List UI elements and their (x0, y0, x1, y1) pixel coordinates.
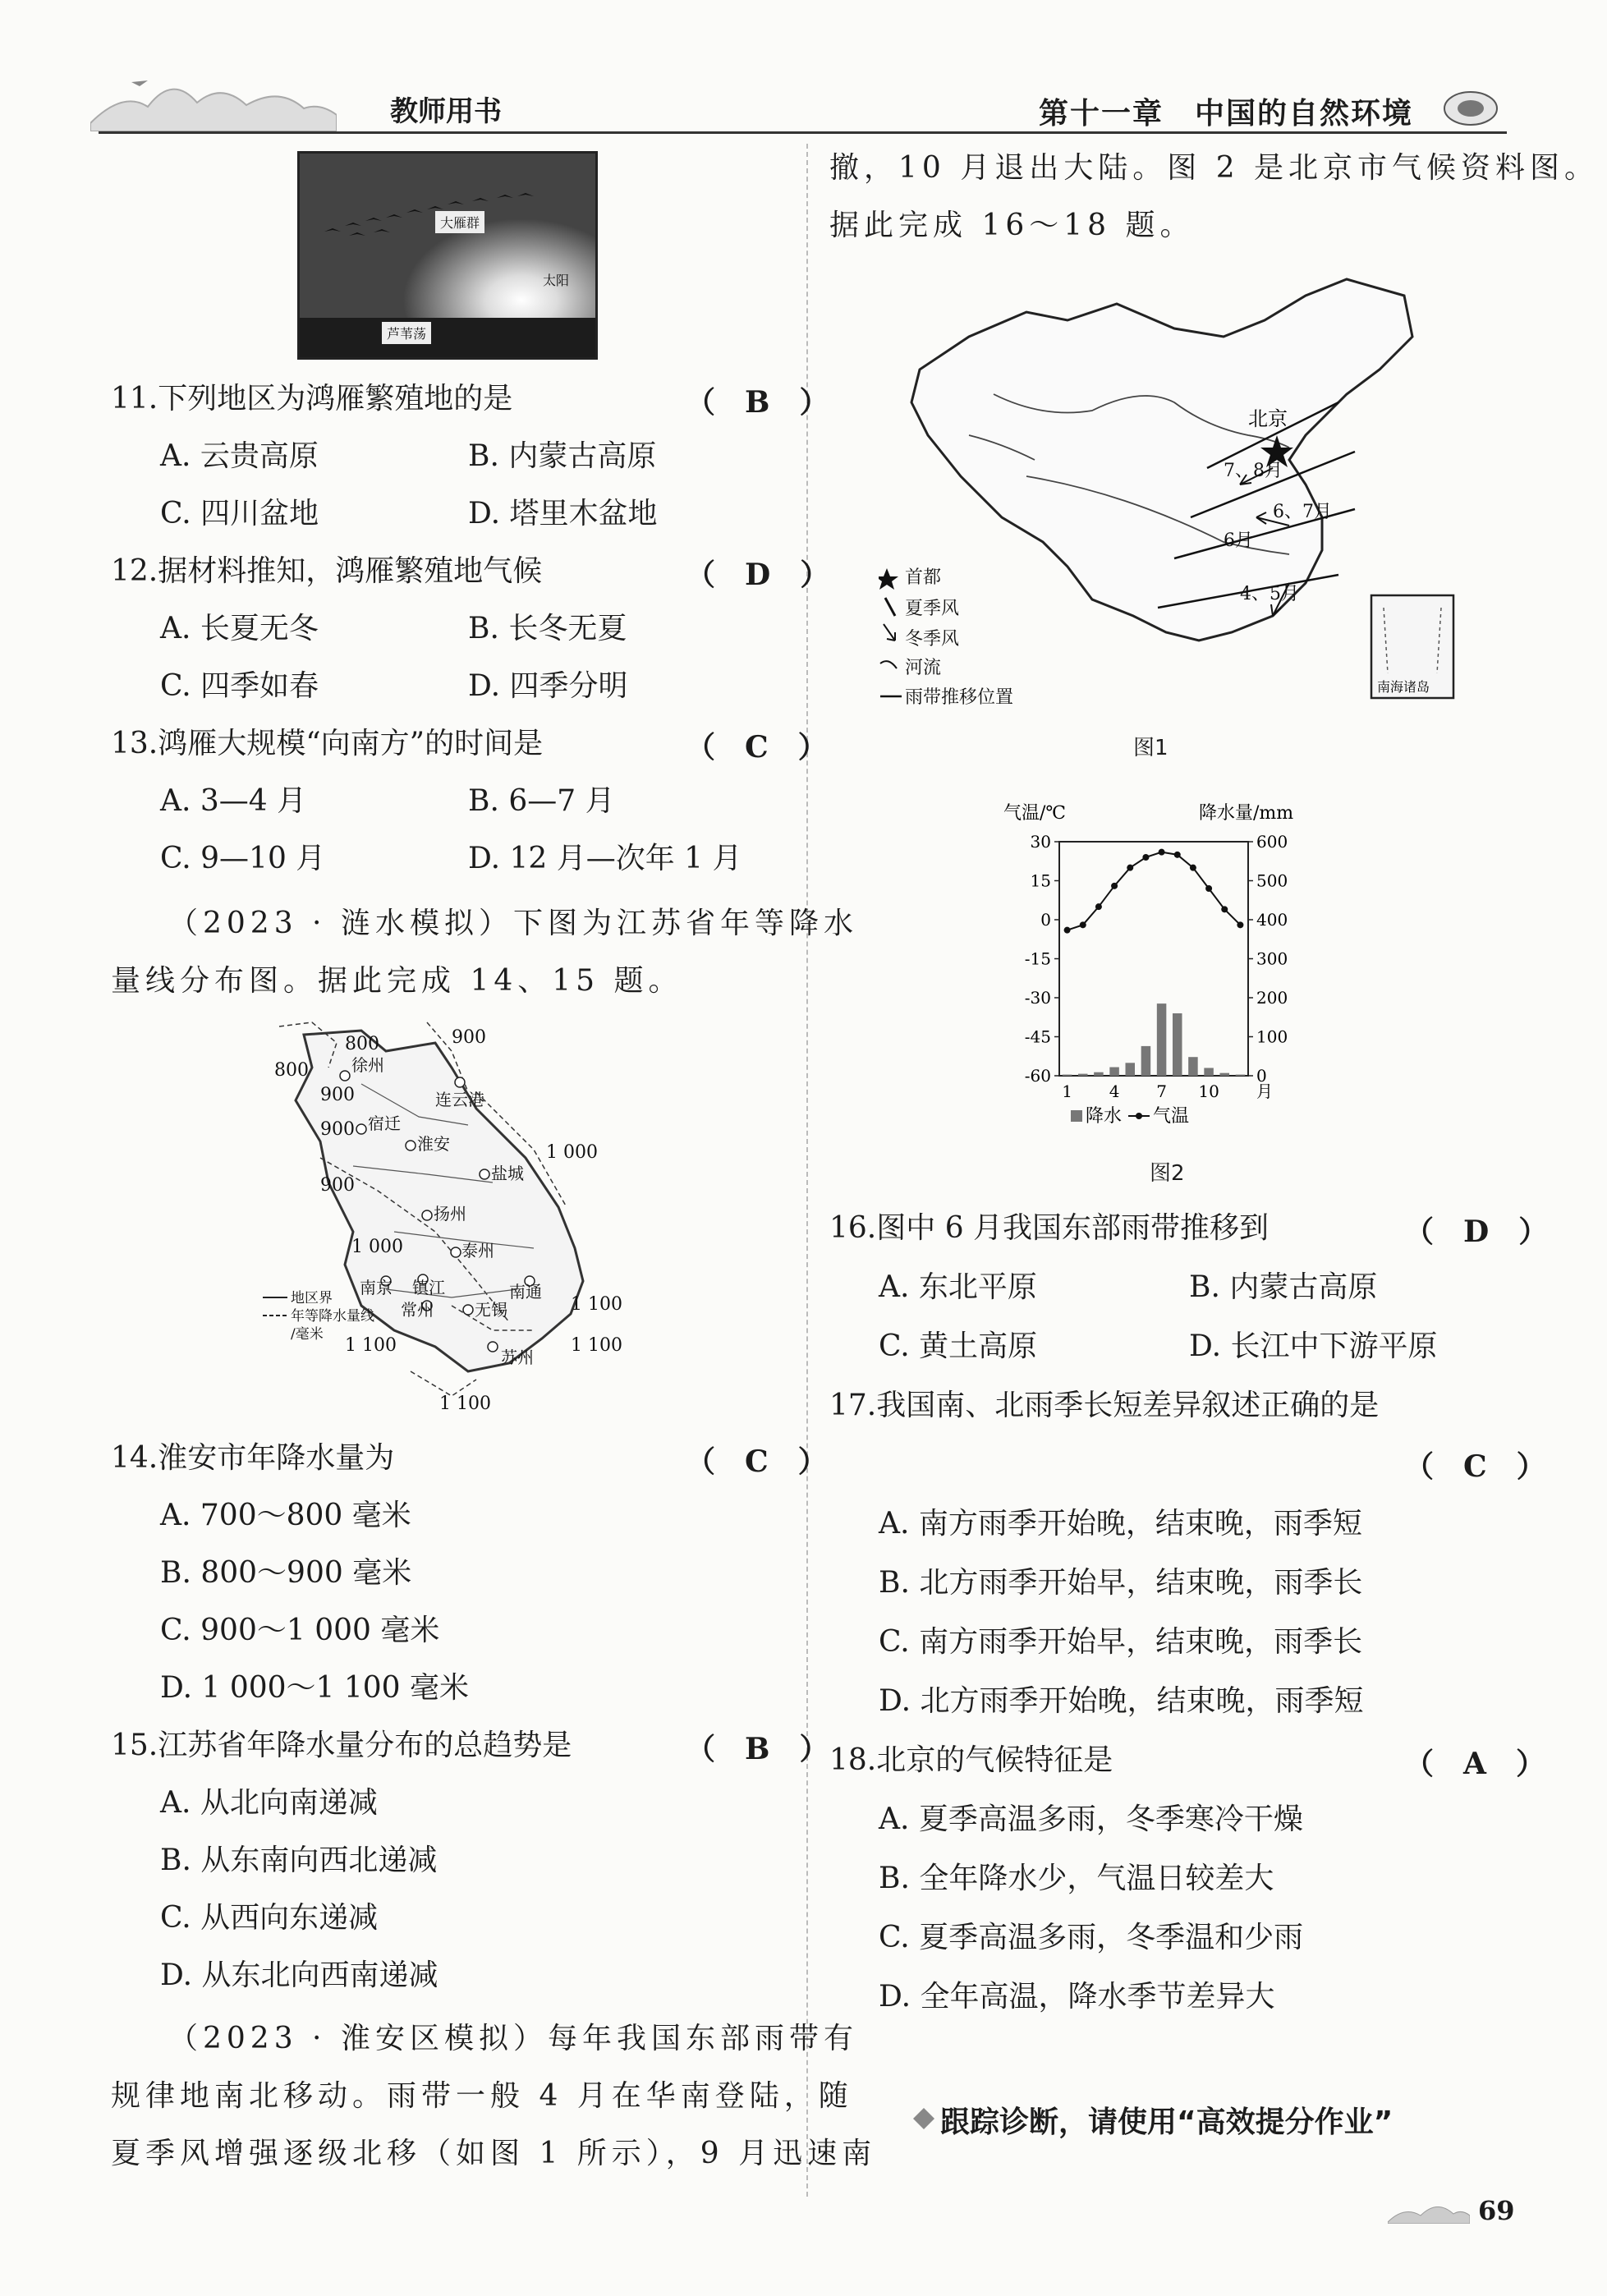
q17-option-a: A. 南方雨季开始晚，结束晚，雨季短 (879, 1507, 1362, 1541)
isoline-label-1100d: 1 100 (439, 1394, 491, 1412)
q12-option-d: D. 四季分明 (468, 669, 628, 703)
chart-left-axis-title: 气温/℃ (1003, 803, 1067, 824)
chart-precip-bar (1188, 1057, 1198, 1076)
isoline-label-800b: 800 (274, 1060, 309, 1081)
legend-precip-label: 降水 (1086, 1106, 1123, 1127)
city-taizhou: 泰州 (461, 1241, 494, 1261)
isoline-label-1100a: 1 100 (571, 1294, 622, 1315)
answer-14: （ C ） (686, 1444, 828, 1479)
figure2-caption: 图2 (1150, 1161, 1185, 1186)
chart-temp-point (1064, 927, 1071, 934)
isoline-label-1000b: 1 000 (351, 1237, 403, 1257)
chart-precip-bar (1126, 1063, 1136, 1076)
q18-option-a: A. 夏季高温多雨，冬季寒冷干燥 (879, 1802, 1303, 1836)
city-zhenjiang: 镇江 (412, 1278, 445, 1297)
chart-temp-point (1174, 852, 1181, 858)
q13-option-a: A. 3—4 月 (160, 784, 307, 818)
chart-left-tick-label: 15 (1030, 870, 1051, 891)
china-rainbelt-map (879, 271, 1462, 706)
wild-goose-photo (297, 151, 598, 360)
map-capital-label: 北京 (1248, 407, 1288, 430)
q14-option-a: A. 700～800 毫米 (160, 1499, 411, 1532)
q15-option-c: C. 从西向东递减 (160, 1901, 379, 1935)
isoline-label-900c: 900 (320, 1119, 355, 1140)
q16-option-c: C. 黄土高原 (879, 1329, 1038, 1363)
chart-plot-frame (1059, 842, 1248, 1076)
header-chapter-title: 第十一章 中国的自然环境 (1039, 97, 1414, 131)
legend-capital-icon (879, 568, 898, 590)
q14-option-d: D. 1 000～1 100 毫米 (160, 1671, 470, 1705)
question-15: 15.江苏省年降水量分布的总趋势是 (111, 1729, 572, 1762)
figure1-caption: 图1 (1133, 736, 1169, 760)
legend-isoline: 年等降水量线 (291, 1308, 374, 1325)
answer-18: （ A ） (1404, 1747, 1545, 1781)
passage-rainbelt-line1: （2023 · 淮安区模拟）每年我国东部雨带有 (168, 2022, 858, 2055)
question-18: 18.北京的气候特征是 (829, 1743, 1113, 1777)
photo-scene (300, 154, 595, 357)
legend-winter-monsoon: 冬季风 (905, 629, 960, 650)
q15-option-b: B. 从东南向西北递减 (160, 1844, 438, 1877)
legend-precip-swatch (1071, 1110, 1082, 1122)
q14-option-b: B. 800～900 毫米 (160, 1556, 412, 1590)
city-suzhou: 苏州 (501, 1348, 534, 1367)
question-12: 12.据材料推知，鸿雁繁殖地气候 (111, 554, 543, 588)
legend-temp-dot (1136, 1113, 1142, 1119)
legend-temp-label: 气温 (1153, 1106, 1190, 1127)
city-xuzhou: 徐州 (351, 1055, 384, 1075)
chart-precip-bar (1063, 1075, 1072, 1076)
month-label-67: 6、7月 (1273, 502, 1332, 522)
column-divider (806, 144, 808, 2197)
isoline-label-1100b: 1 100 (571, 1335, 622, 1356)
q17-option-d: D. 北方雨季开始晚，结束晚，雨季短 (879, 1684, 1364, 1718)
month-label-6: 6月 (1224, 530, 1253, 551)
chart-right-tick-label: 100 (1256, 1026, 1288, 1047)
chart-temp-point (1127, 865, 1133, 871)
isoline-label-900d: 900 (320, 1175, 355, 1196)
city-yangzhou: 扬州 (434, 1204, 466, 1224)
q17-option-b: B. 北方雨季开始早，结束晚，雨季长 (879, 1566, 1363, 1600)
passage-jiangsu-line2: 量线分布图。据此完成 14、15 题。 (111, 964, 683, 998)
answer-11: （ B ） (686, 385, 829, 420)
footer-mountain-icon (1388, 2191, 1470, 2224)
photo-label-geese: 大雁群 (435, 211, 484, 233)
q18-option-c: C. 夏季高温多雨，冬季温和少雨 (879, 1921, 1304, 1954)
chart-temp-point (1159, 849, 1165, 856)
q14-option-c: C. 900～1 000 毫米 (160, 1614, 440, 1647)
photo-label-reeds: 芦苇荡 (382, 322, 431, 344)
legend-river: 河流 (905, 658, 942, 678)
passage-rainbelt-line3: 夏季风增强逐级北移（如图 1 所示），9 月迅速南 (111, 2137, 877, 2170)
legend-boundary: 地区界 (291, 1290, 333, 1306)
q12-option-a: A. 长夏无冬 (160, 612, 319, 645)
q18-option-b: B. 全年降水少，气温日较差大 (879, 1862, 1274, 1895)
isoline-label-1000a: 1 000 (546, 1142, 598, 1163)
city-suqian: 宿迁 (368, 1114, 401, 1133)
answer-13: （ C ） (686, 730, 828, 765)
legend-summer-monsoon: 夏季风 (905, 599, 960, 619)
chart-temp-point (1237, 921, 1243, 928)
q11-option-c: C. 四川盆地 (160, 497, 319, 530)
header-book-type: 教师用书 (390, 95, 502, 128)
q16-option-a: A. 东北平原 (879, 1270, 1037, 1304)
chart-left-tick-label: 30 (1030, 832, 1051, 852)
question-13: 13.鸿雁大规模“向南方”的时间是 (111, 727, 544, 760)
city-changzhou: 常州 (401, 1300, 434, 1320)
chart-precip-bar (1173, 1013, 1182, 1076)
chart-left-tick-label: -60 (1024, 1066, 1051, 1086)
chart-right-tick-label: 400 (1256, 910, 1288, 930)
q11-option-b: B. 内蒙古高原 (468, 439, 657, 473)
question-16: 16.图中 6 月我国东部雨带推移到 (829, 1211, 1270, 1245)
chart-x-tick-label: 1 (1062, 1081, 1072, 1101)
header-rule (99, 131, 1507, 134)
legend-unit: /毫米 (291, 1326, 324, 1343)
question-17: 17.我国南、北雨季长短差异叙述正确的是 (829, 1389, 1380, 1422)
chart-left-tick-label: -30 (1024, 988, 1051, 1008)
chart-right-tick-label: 500 (1256, 870, 1288, 891)
chart-left-tick-label: -45 (1024, 1026, 1051, 1047)
chart-right-tick-label: 200 (1256, 988, 1288, 1008)
chart-temp-point (1111, 883, 1118, 889)
inset-label: 南海诸岛 (1377, 679, 1430, 695)
passage-rainbelt-line4: 撤，10 月退出大陆。图 2 是北京市气候资料图。 (829, 151, 1600, 185)
chart-x-axis-unit: 月 (1256, 1081, 1273, 1101)
chart-right-tick-label: 300 (1256, 948, 1288, 969)
isoline-label-1100c: 1 100 (345, 1335, 397, 1356)
q11-option-d: D. 塔里木盆地 (468, 497, 658, 530)
passage-rainbelt-line5: 据此完成 16～18 题。 (829, 209, 1195, 242)
q18-option-d: D. 全年高温，降水季节差异大 (879, 1980, 1275, 2014)
legend-rainbelt: 雨带推移位置 (905, 687, 1014, 706)
city-yancheng: 盐城 (491, 1164, 524, 1183)
month-label-78: 7、8月 (1224, 461, 1283, 481)
jiangsu-precipitation-map (263, 1018, 649, 1412)
chart-x-tick-label: 10 (1198, 1081, 1219, 1101)
city-nanjing: 南京 (360, 1278, 393, 1297)
chart-precip-bar (1157, 1003, 1167, 1076)
chart-precip-bar (1109, 1068, 1119, 1076)
chart-temp-point (1142, 854, 1149, 861)
chart-x-tick-label: 7 (1156, 1081, 1167, 1101)
q13-option-d: D. 12 月—次年 1 月 (468, 842, 742, 875)
isoline-label-900a: 900 (452, 1027, 486, 1048)
q12-option-c: C. 四季如春 (160, 669, 319, 703)
city-nantong: 南通 (509, 1282, 542, 1302)
chart-temp-point (1205, 885, 1212, 892)
header-logo-icon (1441, 89, 1500, 128)
answer-12: （ D ） (686, 558, 830, 592)
chart-precip-bar (1141, 1046, 1151, 1076)
chart-temp-point (1190, 865, 1196, 871)
chart-right-tick-label: 0 (1256, 1066, 1267, 1086)
chart-left-tick-label: 0 (1040, 910, 1051, 930)
q13-option-c: C. 9—10 月 (160, 842, 326, 875)
q16-option-b: B. 内蒙古高原 (1189, 1270, 1378, 1304)
q12-option-b: B. 长冬无夏 (468, 612, 627, 645)
header-mountain-decoration (90, 57, 337, 131)
q13-option-b: B. 6—7 月 (468, 784, 615, 818)
passage-rainbelt-line2: 规律地南北移动。雨带一般 4 月在华南登陆，随 (111, 2079, 853, 2113)
chart-temp-line (1068, 852, 1241, 930)
question-14: 14.淮安市年降水量为 (111, 1441, 395, 1475)
question-11: 11.下列地区为鸿雁繁殖地的是 (111, 382, 513, 416)
chart-temp-point (1221, 906, 1228, 912)
city-lianyungang: 连云港 (435, 1090, 484, 1109)
chart-temp-point (1080, 921, 1086, 928)
chart-precip-bar (1204, 1068, 1213, 1077)
footer-tip: 跟踪诊断，请使用“高效提分作业” (940, 2105, 1393, 2139)
month-label-45: 4、5月 (1240, 584, 1299, 604)
chart-temp-point (1095, 903, 1102, 910)
answer-16: （ D ） (1404, 1215, 1549, 1249)
passage-jiangsu-line1: （2023 · 涟水模拟）下图为江苏省年等降水 (168, 907, 858, 940)
diamond-bullet-icon (911, 2106, 936, 2131)
city-wuxi: 无锡 (475, 1300, 507, 1320)
isoline-label-900b: 900 (320, 1085, 355, 1105)
chart-right-axis-title: 降水量/mm (1199, 803, 1294, 824)
q16-option-d: D. 长江中下游平原 (1189, 1329, 1438, 1363)
chart-right-tick-label: 600 (1256, 832, 1288, 852)
chart-precip-bar (1236, 1075, 1246, 1076)
city-huaian: 淮安 (417, 1134, 450, 1154)
chart-precip-bar (1220, 1073, 1230, 1076)
legend-capital: 首都 (905, 567, 942, 588)
legend-summer-monsoon-icon (885, 598, 895, 616)
q15-option-a: A. 从北向南递减 (160, 1786, 378, 1820)
page-number: 69 (1478, 2195, 1515, 2226)
chart-precip-bar (1078, 1074, 1088, 1076)
legend-river-icon (880, 661, 897, 668)
answer-15: （ B ） (686, 1732, 829, 1766)
photo-label-sun: 太阳 (543, 273, 570, 288)
beijing-climate-chart (1002, 801, 1330, 1146)
answer-17: （ C ） (1404, 1449, 1546, 1484)
q11-option-a: A. 云贵高原 (160, 439, 319, 473)
legend-winter-monsoon-icon (884, 624, 895, 641)
chart-precip-bar (1094, 1072, 1104, 1076)
isoline-label-800a: 800 (345, 1034, 379, 1054)
chart-left-tick-label: -15 (1024, 948, 1051, 969)
q17-option-c: C. 南方雨季开始早，结束晚，雨季长 (879, 1625, 1363, 1659)
q15-option-d: D. 从东北向西南递减 (160, 1958, 438, 1992)
chart-x-tick-label: 4 (1109, 1081, 1120, 1101)
